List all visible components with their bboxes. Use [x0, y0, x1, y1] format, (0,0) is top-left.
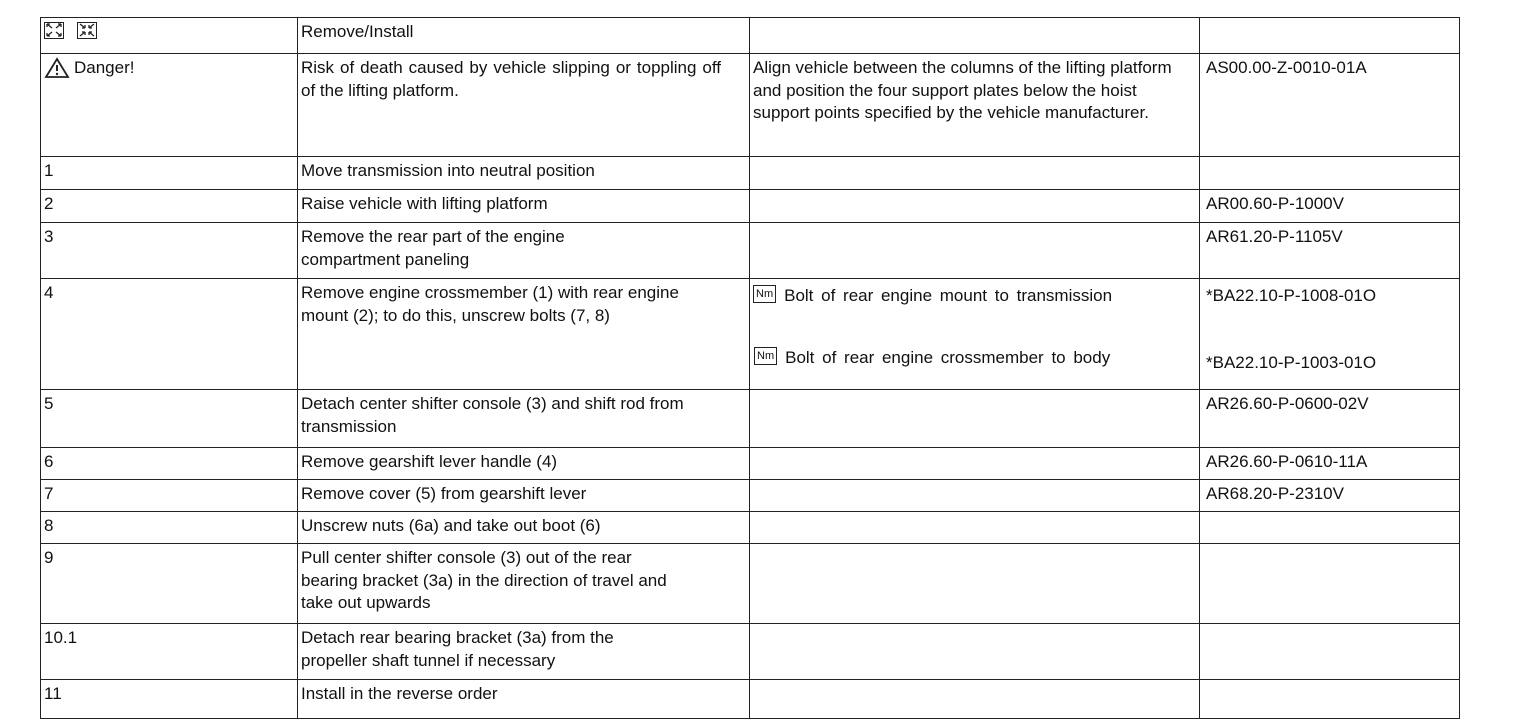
- step-number: 1: [41, 157, 298, 190]
- table-row: [41, 480, 1460, 512]
- table-row: [41, 223, 1460, 279]
- step-number: 7: [41, 480, 298, 512]
- step-note: [750, 157, 1200, 190]
- step-ref: AR68.20-P-2310V: [1200, 480, 1460, 512]
- step-note: [750, 624, 1200, 680]
- step-ref: [1200, 512, 1460, 544]
- table-row: [41, 680, 1460, 719]
- nm-torque-icon: Nm: [753, 285, 776, 303]
- step-number: 2: [41, 190, 298, 223]
- header-icons-cell: [41, 18, 298, 54]
- header-empty-3: [750, 18, 1200, 54]
- torque-spec-label: Bolt of rear engine crossmember to body: [785, 348, 1111, 367]
- step-number: 3: [41, 223, 298, 279]
- step-number: 10.1: [41, 624, 298, 680]
- step-ref: *BA22.10-P-1008-01O: [1206, 286, 1377, 305]
- step-text: Raise vehicle with lifting platform: [298, 190, 750, 223]
- nm-torque-icon: Nm: [754, 347, 777, 365]
- danger-measure: Align vehicle between the columns of the lifting platform and position the four support plates below the hoist support points specified by the vehicle manufacturer.: [750, 54, 1200, 157]
- step-ref: AR26.60-P-0600-02V: [1200, 390, 1460, 448]
- step-text: Install in the reverse order: [298, 680, 750, 719]
- expand-arrows-icon: [44, 22, 64, 39]
- step-ref: [1200, 544, 1460, 624]
- step-number: 8: [41, 512, 298, 544]
- step-ref: [1200, 680, 1460, 719]
- step-number: 4: [41, 279, 298, 390]
- step-number: 6: [41, 448, 298, 480]
- table-row: [41, 390, 1460, 448]
- header-row: [41, 18, 1460, 54]
- header-title: Remove/Install: [298, 18, 750, 54]
- torque-spec-1: [753, 285, 1195, 308]
- table-row: [41, 448, 1460, 480]
- table-row: [41, 512, 1460, 544]
- danger-cell: [41, 54, 298, 157]
- procedure-table: [40, 17, 1460, 719]
- step-note: [750, 190, 1200, 223]
- step-text: Pull center shifter console (3) out of the rear bearing bracket (3a) in the direction of travel and take out upwards: [298, 544, 750, 624]
- step-ref: AR00.60-P-1000V: [1200, 190, 1460, 223]
- step-note: [750, 448, 1200, 480]
- step-torque-specs: [750, 279, 1200, 390]
- step-text: Detach rear bearing bracket (3a) from the propeller shaft tunnel if necessary: [298, 624, 750, 680]
- table-row: [41, 279, 1460, 390]
- step-note: [750, 390, 1200, 448]
- torque-spec-2: [754, 347, 1110, 370]
- step-text: Remove cover (5) from gearshift lever: [298, 480, 750, 512]
- step-ref: *BA22.10-P-1003-01O: [1206, 353, 1377, 372]
- step-number: 11: [41, 680, 298, 719]
- step-text: Remove gearshift lever handle (4): [298, 448, 750, 480]
- table-row: [41, 544, 1460, 624]
- step-note: [750, 680, 1200, 719]
- step-number: 9: [41, 544, 298, 624]
- step-text: Move transmission into neutral position: [298, 157, 750, 190]
- torque-spec-label: Bolt of rear engine mount to transmission: [784, 286, 1113, 305]
- step-text: Detach center shifter console (3) and shift rod from transmission: [298, 390, 750, 448]
- step-ref: [1200, 624, 1460, 680]
- step-text: Unscrew nuts (6a) and take out boot (6): [298, 512, 750, 544]
- step-note: [750, 223, 1200, 279]
- step-text: Remove the rear part of the engine compartment paneling: [298, 223, 750, 279]
- step-number: 5: [41, 390, 298, 448]
- step-note: [750, 544, 1200, 624]
- danger-risk: Risk of death caused by vehicle slipping or toppling off of the lifting platform.: [298, 54, 750, 157]
- table-row: [41, 157, 1460, 190]
- table-row: [41, 624, 1460, 680]
- danger-row: [41, 54, 1460, 157]
- header-empty-4: [1200, 18, 1460, 54]
- step-ref: [1200, 157, 1460, 190]
- danger-label: Danger!: [74, 58, 135, 77]
- step-ref: AR61.20-P-1105V: [1200, 223, 1460, 279]
- collapse-arrows-icon: [77, 22, 97, 39]
- table-row: [41, 190, 1460, 223]
- danger-code: AS00.00-Z-0010-01A: [1200, 54, 1460, 157]
- step-text: Remove engine crossmember (1) with rear engine mount (2); to do this, unscrew bolts (7, 8): [298, 279, 750, 390]
- step-ref: AR26.60-P-0610-11A: [1200, 448, 1460, 480]
- warning-triangle-icon: [44, 57, 70, 79]
- step-refs: [1200, 279, 1460, 390]
- step-note: [750, 480, 1200, 512]
- step-note: [750, 512, 1200, 544]
